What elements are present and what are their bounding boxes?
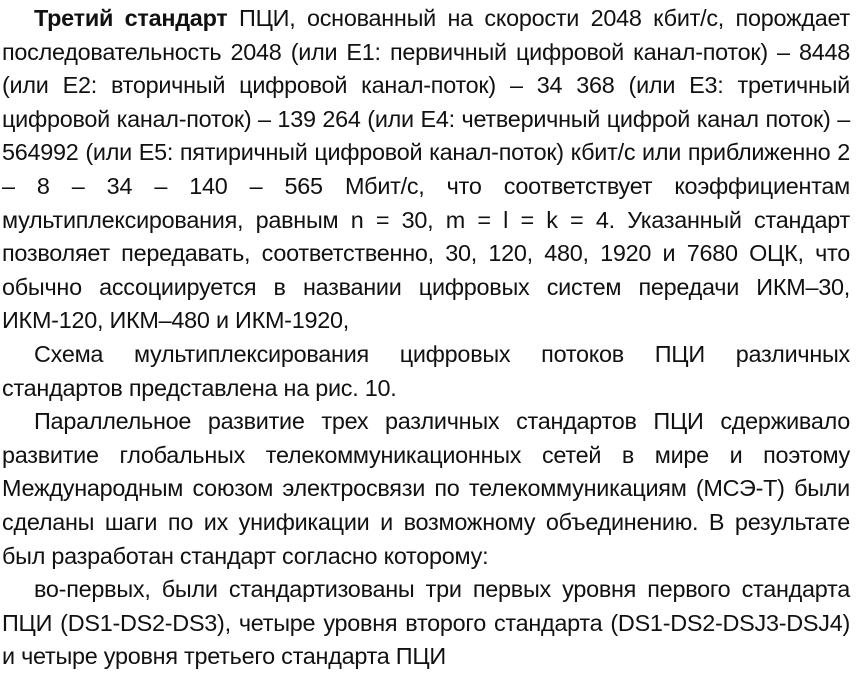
paragraph-body: Параллельное развитие трех различных стандартов ПЦИ сдерживало развитие глобальных телекоммуникационных сетей в мире и поэтому Международным союзом электросвязи по телекоммуникациям (МСЭ-Т) были сделаны шаги по их унификации и возможному объединению. В результате был разработан стандарт согласно которому: bbox=[2, 408, 850, 569]
document-page bbox=[2, 2, 850, 674]
paragraph-third-standard bbox=[2, 2, 850, 338]
paragraph-multiplexing-scheme bbox=[2, 338, 850, 405]
paragraph-body: во-первых, были стандартизованы три первых уровня первого стандарта ПЦИ (DS1-DS2-DS3), четыре уровня второго стандарта (DS1-DS2-DSJ3-DSJ4) и четыре уровня третьего стандарта ПЦИ bbox=[2, 576, 850, 670]
paragraph-parallel-development bbox=[2, 405, 850, 573]
paragraph-body: Схема мультиплексирования цифровых потоков ПЦИ различных стандартов представлена на рис. 10. bbox=[2, 340, 850, 401]
paragraph-first-point bbox=[2, 573, 850, 674]
paragraph-body: ПЦИ, основанный на скорости 2048 кбит/с, порождает последовательность 2048 (или Е1: первичный цифровой канал-поток) – 8448 (или Е2: вторичный цифровой канал-поток) – 34 368 (или Е3: третичный цифровой канал-поток) – 139 264 (или Е4: четверичный цифрой канал поток) – 564992 (или Е5: пятиричный цифровой канал-поток) кбит/с или приближенно 2 – 8 – 34 – 140 – 565 Мбит/с, что соответствует коэффициентам мультиплексирования, равным n = 30, m = l = k = 4. Указанный стандарт позволяет передавать, соответственно, 30, 120, 480, 1920 и 7680 ОЦК, что обычно ассоциируется в названии цифровых систем передачи ИКМ–30, ИКМ-120, ИКМ–480 и ИКМ-1920, bbox=[2, 5, 850, 334]
paragraph-lead-bold: Третий стандарт bbox=[34, 5, 228, 31]
